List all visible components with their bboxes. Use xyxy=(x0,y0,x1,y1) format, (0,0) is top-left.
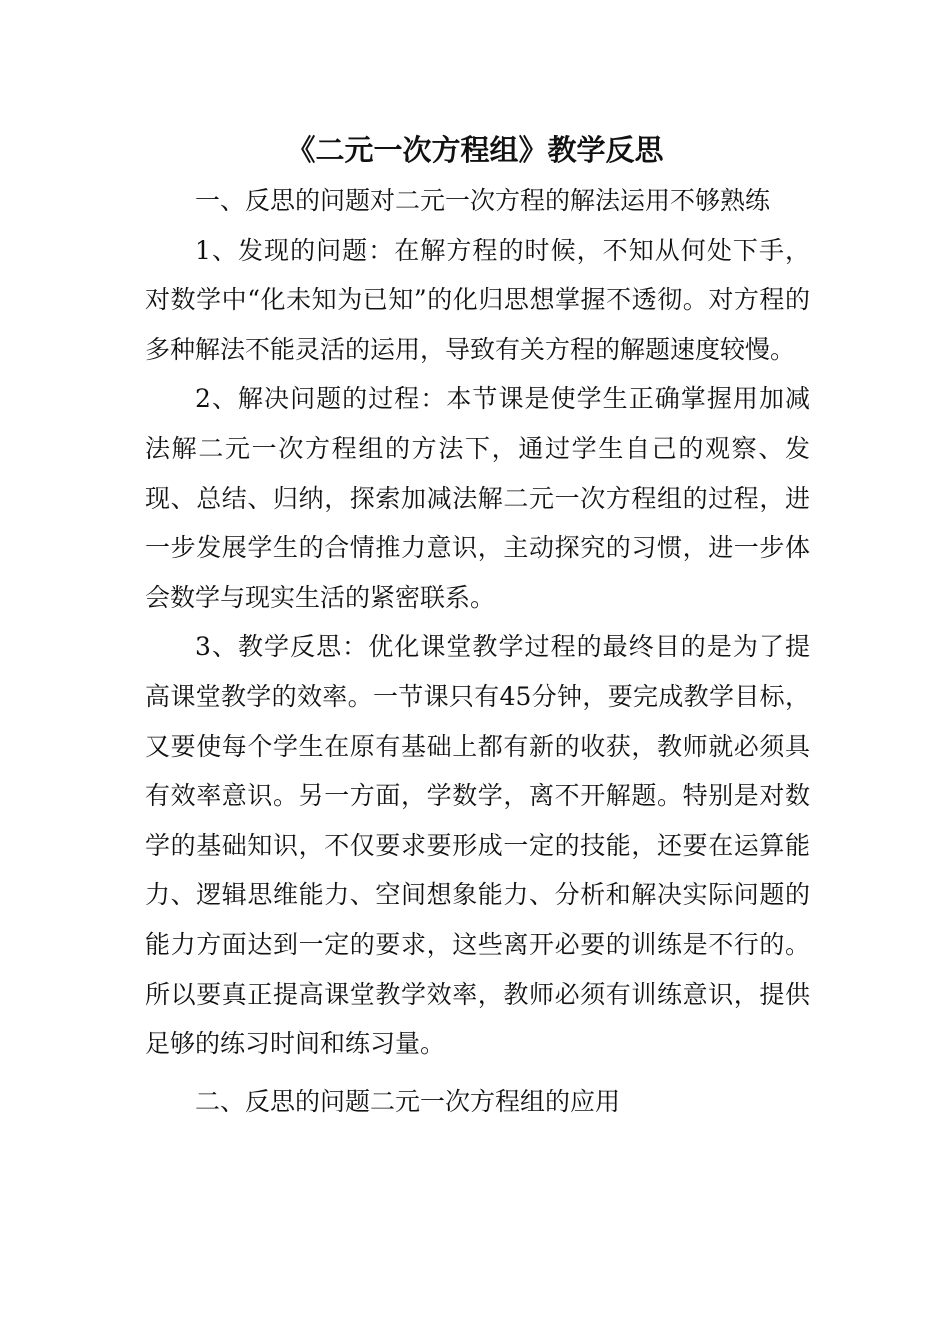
section-heading-2: 二、反思的问题二元一次方程组的应用 xyxy=(195,1086,621,1116)
paragraph-teaching-reflection: 3、教学反思：优化课堂教学过程的最终目的是为了提高课堂教学的效率。一节课只有45分钟，要完成教学目标，又要使每个学生在原有基础上都有新的收获，教师就必须具有效率意识。另一方面，学数学，离不开解题。特别是对数学的基础知识，不仅要求要形成一定的技能，还要在运算能力、逻辑思维能力、空间想象能力、分析和解决实际问题的能力方面达到一定的要求，这些离开必要的训练是不行的。所以要真正提高课堂教学效率，教师必须有训练意识，提供足够的练习时间和练习量。 xyxy=(145,632,810,1059)
paragraph-found-problem: 1、发现的问题：在解方程的时候，不知从何处下手，对数学中“化未知为已知”的化归思想掌握不透彻。对方程的多种解法不能灵活的运用，导致有关方程的解题速度较慢。 xyxy=(145,235,810,364)
paragraph-solution-process: 2、解决问题的过程：本节课是使学生正确掌握用加减法解二元一次方程组的方法下，通过学生自己的观察、发现、总结、归纳，探索加减法解二元一次方程组的过程，进一步发展学生的合情推力意识，主动探究的习惯，进一步体会数学与现实生活的紧密联系。 xyxy=(145,384,810,612)
document-body xyxy=(145,176,810,1126)
section-heading-1: 一、反思的问题对二元一次方程的解法运用不够熟练 xyxy=(195,186,771,215)
document-title: 《二元一次方程组》教学反思 xyxy=(286,133,664,167)
